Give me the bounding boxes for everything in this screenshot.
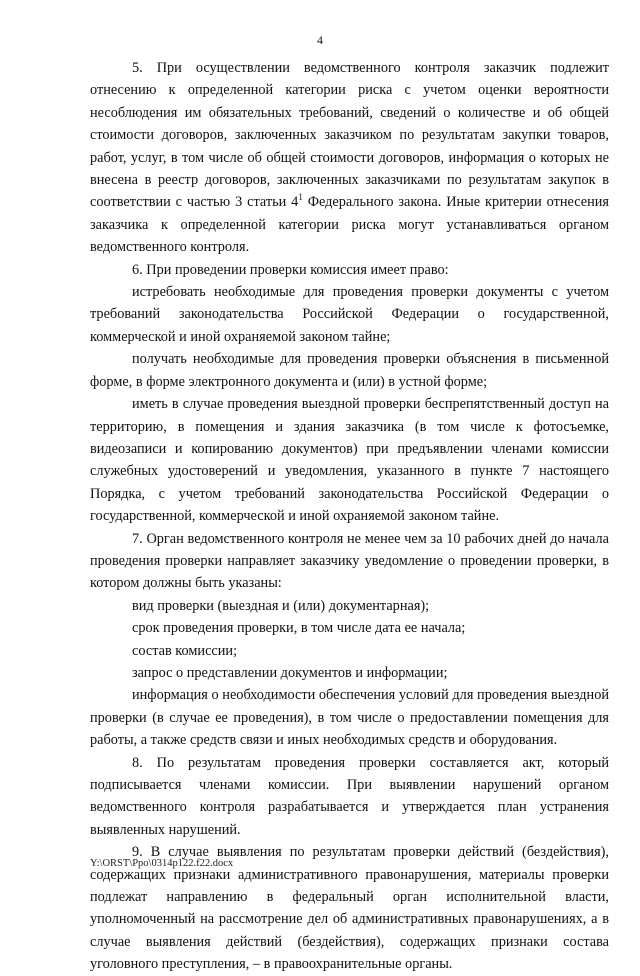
paragraph-check-type: вид проверки (выездная и (или) документарная);	[132, 597, 430, 614]
paragraph-item-5-text: 5. При осуществлении ведомственного контроля заказчик подлежит отнесению к определенной категории риска с учетом оценки вероятности несоблюдения им обязательных требований, сведений о количестве и об общей стоимости договоров, заключенных заказчиком по результатам закупки товаров, работ, услуг, в том числе об общей стоимости договоров, информация о которых не внесена в реестр договоров, заключенных заказчиками по результатам закупок в соответствии с частью 3 статьи 4	[90, 60, 609, 211]
file-path-footer: Y:\ORST\Ppo\0314p122.f22.docx	[90, 858, 234, 869]
superscript-1: 1	[298, 192, 303, 203]
paragraph-check-term: срок проведения проверки, в том числе дата ее начала;	[132, 620, 466, 637]
document-body	[90, 57, 609, 976]
paragraph-item-8: 8. По результатам проведения проверки составляется акт, который подписывается членами комиссии. При выявлении нарушений органом ведомственного контроля разрабатывается и утверждается план устранения выявленных нарушений.	[90, 754, 609, 838]
paragraph-item-5-tail: Федерального закона. Иные критерии отнесения заказчика к определенной категории риска могут устанавливаться органом ведомственного контроля.	[90, 194, 609, 256]
paragraph-right-explanations: получать необходимые для проведения проверки объяснения в письменной форме, в форме электронного документа и (или) в устной форме;	[90, 351, 609, 390]
paragraph-item-5	[90, 57, 609, 259]
paragraph-right-access: иметь в случае проведения выездной проверки беспрепятственный доступ на территорию, в помещения и здания заказчика (в том числе к фотосъемке, видеозаписи и копированию документов) при предъявлении членами комиссии служебных удостоверений и уведомления, указанного в пункте 7 настоящего Порядка, с учетом требований законодательства Российской Федерации о государственной, коммерческой и иной охраняемой законом тайне.	[90, 396, 609, 525]
paragraph-right-request-documents: истребовать необходимые для проведения проверки документы с учетом требований законодательства Российской Федерации о государственной, коммерческой и иной охраняемой законом тайне;	[90, 284, 609, 345]
paragraph-item-9: 9. В случае выявления по результатам проверки действий (бездействия), содержащих признаки административного правонарушения, материалы проверки подлежат направлению в федеральный орган исполнительной власти, уполномоченный на рассмотрение дел об административных правонарушениях, а в случае выявления действий (бездействия), содержащих признаки состава уголовного преступления, – в правоохранительные органы.	[90, 844, 609, 973]
paragraph-request: запрос о представлении документов и информации;	[132, 664, 448, 681]
paragraph-item-7: 7. Орган ведомственного контроля не менее чем за 10 рабочих дней до начала проведения проверки направляет заказчику уведомление о проведении проверки, в котором должны быть указаны:	[90, 530, 609, 592]
paragraph-commission: состав комиссии;	[132, 642, 238, 659]
paragraph-conditions: информация о необходимости обеспечения условий для проведения выездной проверки (в случае ее проведения), в том числе о предоставлении помещения для работы, а также средств связи и иных необходимых средств и оборудования.	[90, 687, 609, 749]
paragraph-item-6: 6. При проведении проверки комиссия имеет право:	[132, 261, 449, 278]
page-number: 4	[317, 33, 323, 47]
